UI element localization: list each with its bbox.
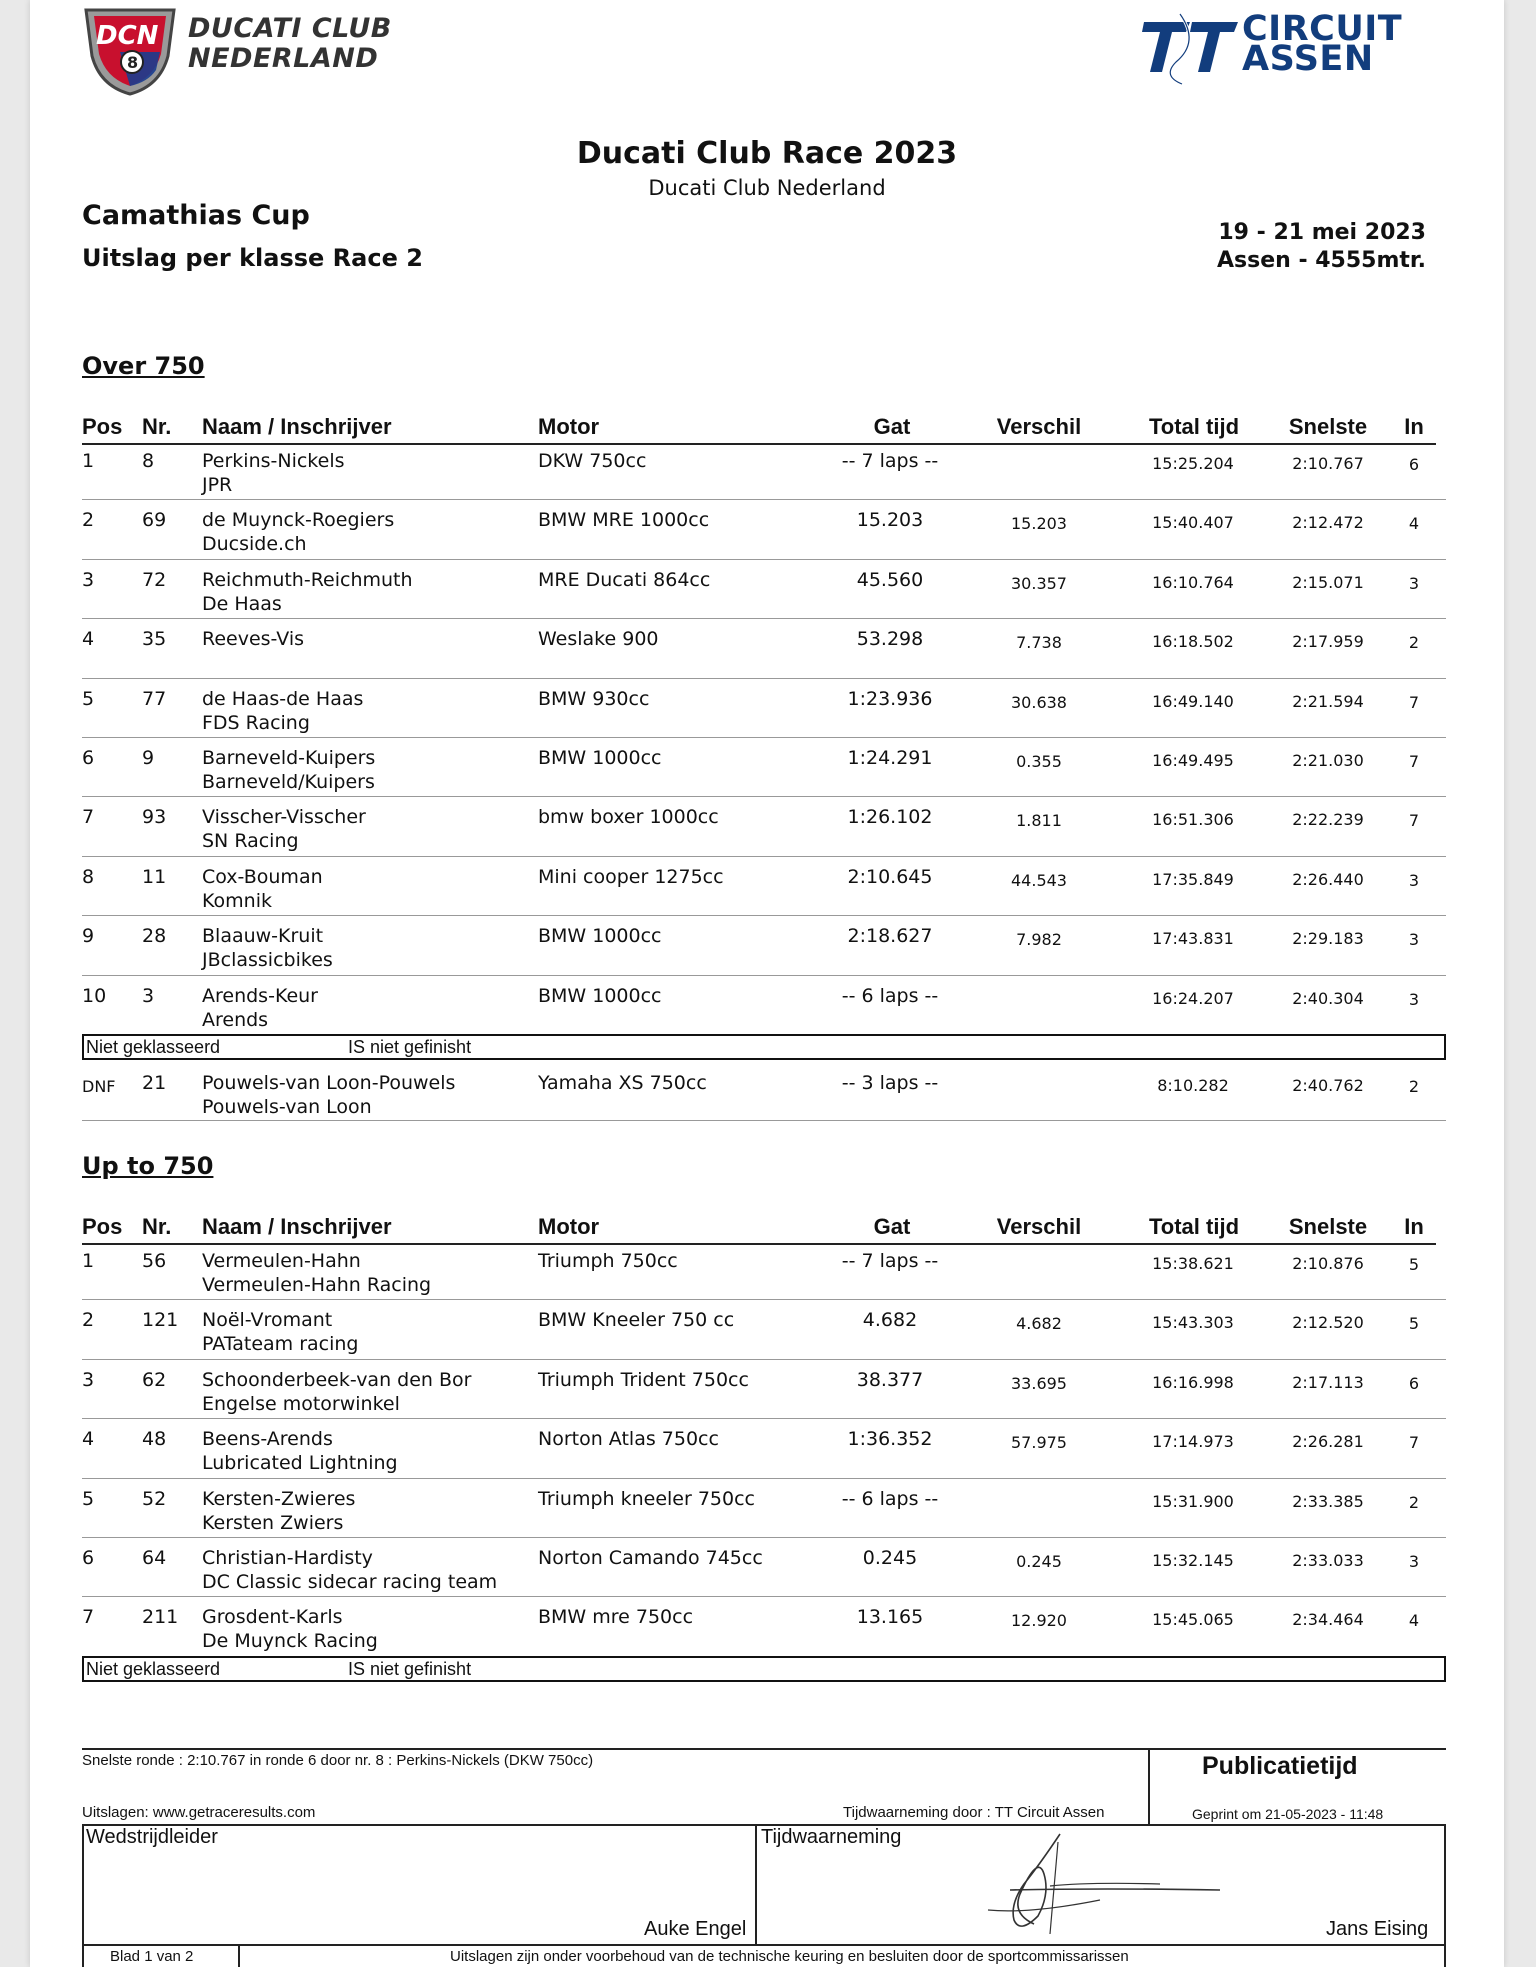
not-finished-label: IS niet gefinisht <box>348 1658 472 1679</box>
total-time-cell: 15:43.303 <box>1152 1313 1234 1333</box>
gap-cell: 1:23.936 <box>847 687 933 710</box>
position-cell: 3 <box>82 568 95 591</box>
position-cell: 3 <box>82 1368 95 1391</box>
number-cell: 72 <box>142 568 167 591</box>
dcn-shield-icon <box>80 4 180 96</box>
col-header-name: Naam / Inschrijver <box>202 1214 392 1239</box>
position-cell: 6 <box>82 747 95 769</box>
driver-name-cell: Perkins-Nickels <box>202 450 345 472</box>
col-header-in: In <box>1404 1214 1424 1239</box>
col-header-motor: Motor <box>538 1214 600 1239</box>
col-header-total: Total tijd <box>1148 414 1240 439</box>
in-lap-cell: 3 <box>1408 989 1420 1009</box>
timekeeping-label: Tijdwaarneming <box>761 1826 902 1848</box>
motor-cell: Triumph 750cc <box>538 1250 678 1272</box>
number-cell: 121 <box>142 1309 179 1332</box>
position-cell: 1 <box>82 1250 95 1272</box>
position-cell: 2 <box>82 1309 95 1332</box>
motor-cell: Norton Atlas 750cc <box>538 1428 719 1451</box>
position-cell: 4 <box>82 1428 95 1451</box>
number-cell: 11 <box>142 865 167 888</box>
fastest-lap-cell: 2:33.385 <box>1292 1491 1364 1511</box>
number-cell: 56 <box>142 1250 167 1272</box>
gap-cell: 0.245 <box>862 1547 918 1569</box>
row-divider <box>82 856 1446 857</box>
total-time-cell: 15:25.204 <box>1152 454 1234 473</box>
gap-cell: -- 7 laps -- <box>841 450 939 472</box>
not-finished-label: IS niet gefinisht <box>348 1037 472 1057</box>
class-title: Camathias Cup <box>82 200 310 231</box>
driver-name-cell: Grosdent-Karls <box>202 1606 343 1629</box>
in-lap-cell: 5 <box>1408 1314 1420 1334</box>
motor-cell: BMW Kneeler 750 cc <box>538 1309 735 1332</box>
result-title: Uitslag per klasse Race 2 <box>82 244 423 272</box>
in-lap-cell: 3 <box>1408 573 1420 593</box>
fastest-lap-cell: 2:17.959 <box>1292 632 1364 652</box>
total-time-cell: 17:43.831 <box>1152 929 1234 949</box>
entrant-cell: Komnik <box>202 889 272 912</box>
position-cell: 9 <box>82 925 95 948</box>
ducati-club-logo <box>80 4 430 96</box>
timing-provider: Tijdwaarneming door : TT Circuit Assen <box>843 1804 1105 1821</box>
total-time-cell: 16:18.502 <box>1152 632 1234 652</box>
gap-cell: 1:26.102 <box>847 806 933 829</box>
position-cell: 4 <box>82 628 95 651</box>
tt-circuit-assen-logo <box>1140 4 1440 86</box>
in-lap-cell: 6 <box>1408 1373 1420 1393</box>
row-divider <box>82 1120 1446 1121</box>
row-divider <box>82 499 1446 500</box>
number-cell: 28 <box>142 925 167 948</box>
row-divider <box>82 1359 1446 1360</box>
row-divider <box>82 1478 1446 1479</box>
motor-cell: Norton Camando 745cc <box>538 1547 763 1569</box>
row-divider <box>82 737 1446 738</box>
position-cell: 8 <box>82 865 95 888</box>
diff-cell: 0.355 <box>1016 752 1062 771</box>
number-cell: 52 <box>142 1487 167 1510</box>
total-time-cell: 16:10.764 <box>1152 572 1234 592</box>
event-organizer: Ducati Club Nederland <box>648 176 886 200</box>
fastest-lap-cell: 2:22.239 <box>1292 810 1364 830</box>
diff-cell: 1.811 <box>1016 811 1062 831</box>
entrant-cell: De Haas <box>202 592 282 615</box>
position-cell: 5 <box>82 1487 95 1510</box>
in-lap-cell: 4 <box>1408 1611 1420 1631</box>
gap-cell: 2:10.645 <box>847 865 933 888</box>
fastest-lap-cell: 2:34.464 <box>1292 1610 1364 1630</box>
row-divider <box>82 1418 1446 1419</box>
col-header-name: Naam / Inschrijver <box>202 414 392 439</box>
gap-cell: 4.682 <box>862 1309 918 1332</box>
gap-cell: -- 3 laps -- <box>841 1072 939 1094</box>
col-header-motor: Motor <box>538 414 600 439</box>
total-time-cell: 16:49.140 <box>1152 691 1234 711</box>
motor-cell: MRE Ducati 864cc <box>538 568 711 591</box>
total-time-cell: 15:32.145 <box>1152 1551 1234 1570</box>
entrant-cell: SN Racing <box>202 830 299 853</box>
entrant-cell: Ducside.ch <box>202 533 307 556</box>
header-rule <box>82 1243 1436 1245</box>
in-lap-cell: 3 <box>1408 1552 1420 1571</box>
row-divider <box>82 796 1446 797</box>
entrant-cell: FDS Racing <box>202 711 310 734</box>
entrant-cell: De Muynck Racing <box>202 1630 378 1653</box>
driver-name-cell: Beens-Arends <box>202 1428 333 1451</box>
entrant-cell: Barneveld/Kuipers <box>202 771 375 793</box>
fastest-lap-cell: 2:15.071 <box>1292 572 1364 592</box>
in-lap-cell: 7 <box>1408 1433 1420 1453</box>
svg-text:DCN: DCN <box>96 21 159 51</box>
col-header-pos: Pos <box>82 414 123 439</box>
col-header-gap: Gat <box>873 414 911 439</box>
number-cell: 69 <box>142 509 167 532</box>
fastest-lap-cell: 2:40.762 <box>1292 1076 1364 1095</box>
circuit-assen-wordmark: CIRCUIT ASSEN <box>1242 9 1403 79</box>
col-header-nr: Nr. <box>142 414 172 439</box>
driver-name-cell: Kersten-Zwieres <box>202 1487 356 1510</box>
position-cell: 5 <box>82 687 95 710</box>
gap-cell: 13.165 <box>856 1606 924 1629</box>
driver-name-cell: Visscher-Visscher <box>202 806 366 829</box>
total-time-cell: 15:40.407 <box>1152 513 1234 533</box>
col-header-gap: Gat <box>873 1214 911 1239</box>
event-venue: Assen - 4555mtr. <box>1217 248 1426 273</box>
total-time-cell: 15:38.621 <box>1152 1254 1234 1273</box>
fastest-lap-cell: 2:21.030 <box>1292 751 1364 770</box>
not-classified-label: Niet geklasseerd <box>86 1037 221 1057</box>
row-divider <box>82 915 1446 916</box>
gap-cell: 2:18.627 <box>847 925 933 948</box>
row-divider <box>82 1537 1446 1538</box>
event-title: Ducati Club Race 2023 <box>576 136 958 171</box>
fastest-lap-cell: 2:26.281 <box>1292 1432 1364 1452</box>
gap-cell: -- 7 laps -- <box>841 1250 939 1272</box>
results-website: Uitslagen: www.getraceresults.com <box>82 1804 316 1821</box>
entrant-cell: DC Classic sidecar racing team <box>202 1571 498 1593</box>
number-cell: 21 <box>142 1072 167 1094</box>
driver-name-cell: de Muynck-Roegiers <box>202 509 395 532</box>
entrant-cell: Pouwels-van Loon <box>202 1096 372 1118</box>
total-time-cell: 16:51.306 <box>1152 810 1234 830</box>
in-lap-cell: 2 <box>1408 633 1420 653</box>
tt-mark-icon <box>1140 12 1250 86</box>
fastest-lap-note: Snelste ronde : 2:10.767 in ronde 6 door nr. 8 : Perkins-Nickels (DKW 750cc) <box>82 1752 594 1769</box>
results-document <box>30 0 1504 1967</box>
diff-cell: 12.920 <box>1011 1611 1067 1631</box>
number-cell: 93 <box>142 806 167 829</box>
number-cell: 35 <box>142 628 167 651</box>
diff-cell: 7.738 <box>1016 633 1062 653</box>
position-cell: 7 <box>82 1606 95 1629</box>
driver-name-cell: Vermeulen-Hahn <box>202 1250 361 1272</box>
total-time-cell: 16:49.495 <box>1152 751 1234 770</box>
signature-image <box>980 1824 1260 1944</box>
entrant-cell: Arends <box>202 1008 269 1031</box>
entrant-cell: JBclassicbikes <box>202 949 333 972</box>
position-cell: 2 <box>82 509 95 532</box>
number-cell: 211 <box>142 1606 179 1629</box>
col-header-nr: Nr. <box>142 1214 172 1239</box>
not-classified-label: Niet geklasseerd <box>86 1658 221 1679</box>
timekeeper-name: Jans Eising <box>1326 1918 1429 1940</box>
number-cell: 48 <box>142 1428 167 1451</box>
number-cell: 8 <box>142 450 155 472</box>
gap-cell: 1:36.352 <box>847 1428 933 1451</box>
motor-cell: BMW 1000cc <box>538 747 662 769</box>
fastest-lap-cell: 2:12.520 <box>1292 1313 1364 1333</box>
col-header-pos: Pos <box>82 1214 123 1239</box>
position-cell: DNF <box>82 1077 116 1096</box>
in-lap-cell: 4 <box>1408 514 1420 534</box>
gap-cell: 38.377 <box>856 1368 924 1391</box>
gap-cell: 45.560 <box>856 568 924 591</box>
in-lap-cell: 6 <box>1408 455 1420 474</box>
position-cell: 6 <box>82 1547 95 1569</box>
gap-cell: -- 6 laps -- <box>841 1487 939 1510</box>
driver-name-cell: Schoonderbeek-van den Bor <box>202 1368 472 1391</box>
race-director-label: Wedstrijdleider <box>86 1826 218 1848</box>
motor-cell: Mini cooper 1275cc <box>538 865 724 888</box>
in-lap-cell: 3 <box>1408 930 1420 950</box>
number-cell: 77 <box>142 687 167 710</box>
fastest-lap-cell: 2:10.876 <box>1292 1254 1364 1273</box>
col-header-diff: Verschil <box>996 1214 1082 1239</box>
driver-name-cell: Christian-Hardisty <box>202 1547 373 1569</box>
driver-name-cell: Reeves-Vis <box>202 628 305 651</box>
diff-cell: 44.543 <box>1011 870 1067 890</box>
motor-cell: Weslake 900 <box>538 628 659 651</box>
in-lap-cell: 7 <box>1408 811 1420 831</box>
page-indicator: Blad 1 van 2 <box>110 1948 194 1965</box>
total-time-cell: 17:35.849 <box>1152 869 1234 889</box>
disclaimer: Uitslagen zijn onder voorbehoud van de technische keuring en besluiten door de sportcommissarissen <box>450 1948 1129 1965</box>
motor-cell: Triumph kneeler 750cc <box>538 1487 755 1510</box>
in-lap-cell: 2 <box>1408 1077 1420 1096</box>
row-divider <box>82 559 1446 560</box>
row-divider <box>82 1596 1446 1597</box>
in-lap-cell: 5 <box>1408 1255 1420 1274</box>
diff-cell: 7.982 <box>1016 930 1062 950</box>
motor-cell: bmw boxer 1000cc <box>538 806 719 829</box>
motor-cell: BMW mre 750cc <box>538 1606 694 1629</box>
fastest-lap-cell: 2:29.183 <box>1292 929 1364 949</box>
entrant-cell: Engelse motorwinkel <box>202 1392 400 1415</box>
total-time-cell: 16:16.998 <box>1152 1372 1234 1392</box>
total-time-cell: 15:45.065 <box>1152 1610 1234 1630</box>
section-heading: Up to 750 <box>82 1152 214 1180</box>
number-cell: 3 <box>142 984 155 1007</box>
diff-cell: 30.357 <box>1011 573 1067 593</box>
entrant-cell: JPR <box>202 474 233 496</box>
gap-cell: 1:24.291 <box>847 747 933 769</box>
number-cell: 62 <box>142 1368 167 1391</box>
motor-cell: Yamaha XS 750cc <box>538 1072 707 1094</box>
diff-cell: 0.245 <box>1016 1552 1062 1571</box>
driver-name-cell: Arends-Keur <box>202 984 318 1007</box>
total-time-cell: 16:24.207 <box>1152 988 1234 1008</box>
number-cell: 9 <box>142 747 155 769</box>
fastest-lap-cell: 2:17.113 <box>1292 1372 1364 1392</box>
position-cell: 7 <box>82 806 95 829</box>
number-cell: 64 <box>142 1547 167 1569</box>
total-time-cell: 15:31.900 <box>1152 1491 1234 1511</box>
diff-cell: 33.695 <box>1011 1373 1067 1393</box>
col-header-fastest: Snelste <box>1288 1214 1368 1239</box>
position-cell: 1 <box>82 450 95 472</box>
gap-cell: 15.203 <box>856 509 924 532</box>
diff-cell: 30.638 <box>1011 692 1067 712</box>
section-heading: Over 750 <box>82 352 205 380</box>
fastest-lap-cell: 2:21.594 <box>1292 691 1364 711</box>
driver-name-cell: Cox-Bouman <box>202 865 323 888</box>
row-divider <box>82 618 1446 619</box>
in-lap-cell: 3 <box>1408 870 1420 890</box>
row-divider <box>82 975 1446 976</box>
entrant-cell: PATateam racing <box>202 1333 359 1356</box>
diff-cell: 15.203 <box>1011 514 1067 534</box>
col-header-in: In <box>1404 414 1424 439</box>
event-dates: 19 - 21 mei 2023 <box>1218 220 1426 245</box>
publication-title: Publicatietijd <box>1202 1752 1358 1780</box>
svg-text:8: 8 <box>127 53 139 72</box>
entrant-cell: Vermeulen-Hahn Racing <box>202 1274 432 1296</box>
driver-name-cell: Barneveld-Kuipers <box>202 747 376 769</box>
entrant-cell: Lubricated Lightning <box>202 1452 398 1475</box>
gap-cell: 53.298 <box>856 628 924 651</box>
fastest-lap-cell: 2:33.033 <box>1292 1551 1364 1570</box>
driver-name-cell: Blaauw-Kruit <box>202 925 324 948</box>
in-lap-cell: 7 <box>1408 692 1420 712</box>
printed-timestamp: Geprint om 21-05-2023 - 11:48 <box>1192 1806 1384 1822</box>
fastest-lap-cell: 2:10.767 <box>1292 454 1364 473</box>
in-lap-cell: 7 <box>1408 752 1420 771</box>
position-cell: 10 <box>82 984 107 1007</box>
motor-cell: BMW 930cc <box>538 687 650 710</box>
header-rule <box>82 443 1436 445</box>
driver-name-cell: de Haas-de Haas <box>202 687 364 710</box>
col-header-total: Total tijd <box>1148 1214 1240 1239</box>
driver-name-cell: Reichmuth-Reichmuth <box>202 568 413 591</box>
col-header-fastest: Snelste <box>1288 414 1368 439</box>
total-time-cell: 17:14.973 <box>1152 1432 1234 1452</box>
diff-cell: 4.682 <box>1016 1314 1062 1334</box>
row-divider <box>82 678 1446 679</box>
entrant-cell: Kersten Zwiers <box>202 1511 344 1534</box>
in-lap-cell: 2 <box>1408 1492 1420 1512</box>
fastest-lap-cell: 2:26.440 <box>1292 869 1364 889</box>
race-director-name: Auke Engel <box>644 1918 747 1940</box>
driver-name-cell: Pouwels-van Loon-Pouwels <box>202 1072 456 1094</box>
not-classified-bar <box>82 1034 1446 1060</box>
total-time-cell: 8:10.282 <box>1157 1076 1229 1095</box>
motor-cell: BMW 1000cc <box>538 925 662 948</box>
fastest-lap-cell: 2:12.472 <box>1292 513 1364 533</box>
ducati-club-wordmark: DUCATI CLUB NEDERLAND <box>188 13 392 74</box>
motor-cell: Triumph Trident 750cc <box>538 1368 749 1391</box>
row-divider <box>82 1299 1446 1300</box>
diff-cell: 57.975 <box>1011 1433 1067 1453</box>
col-header-diff: Verschil <box>996 414 1082 439</box>
motor-cell: BMW 1000cc <box>538 984 662 1007</box>
fastest-lap-cell: 2:40.304 <box>1292 988 1364 1008</box>
not-classified-bar <box>82 1656 1446 1682</box>
gap-cell: -- 6 laps -- <box>841 984 939 1007</box>
driver-name-cell: Noël-Vromant <box>202 1309 333 1332</box>
motor-cell: BMW MRE 1000cc <box>538 509 710 532</box>
motor-cell: DKW 750cc <box>538 450 647 472</box>
